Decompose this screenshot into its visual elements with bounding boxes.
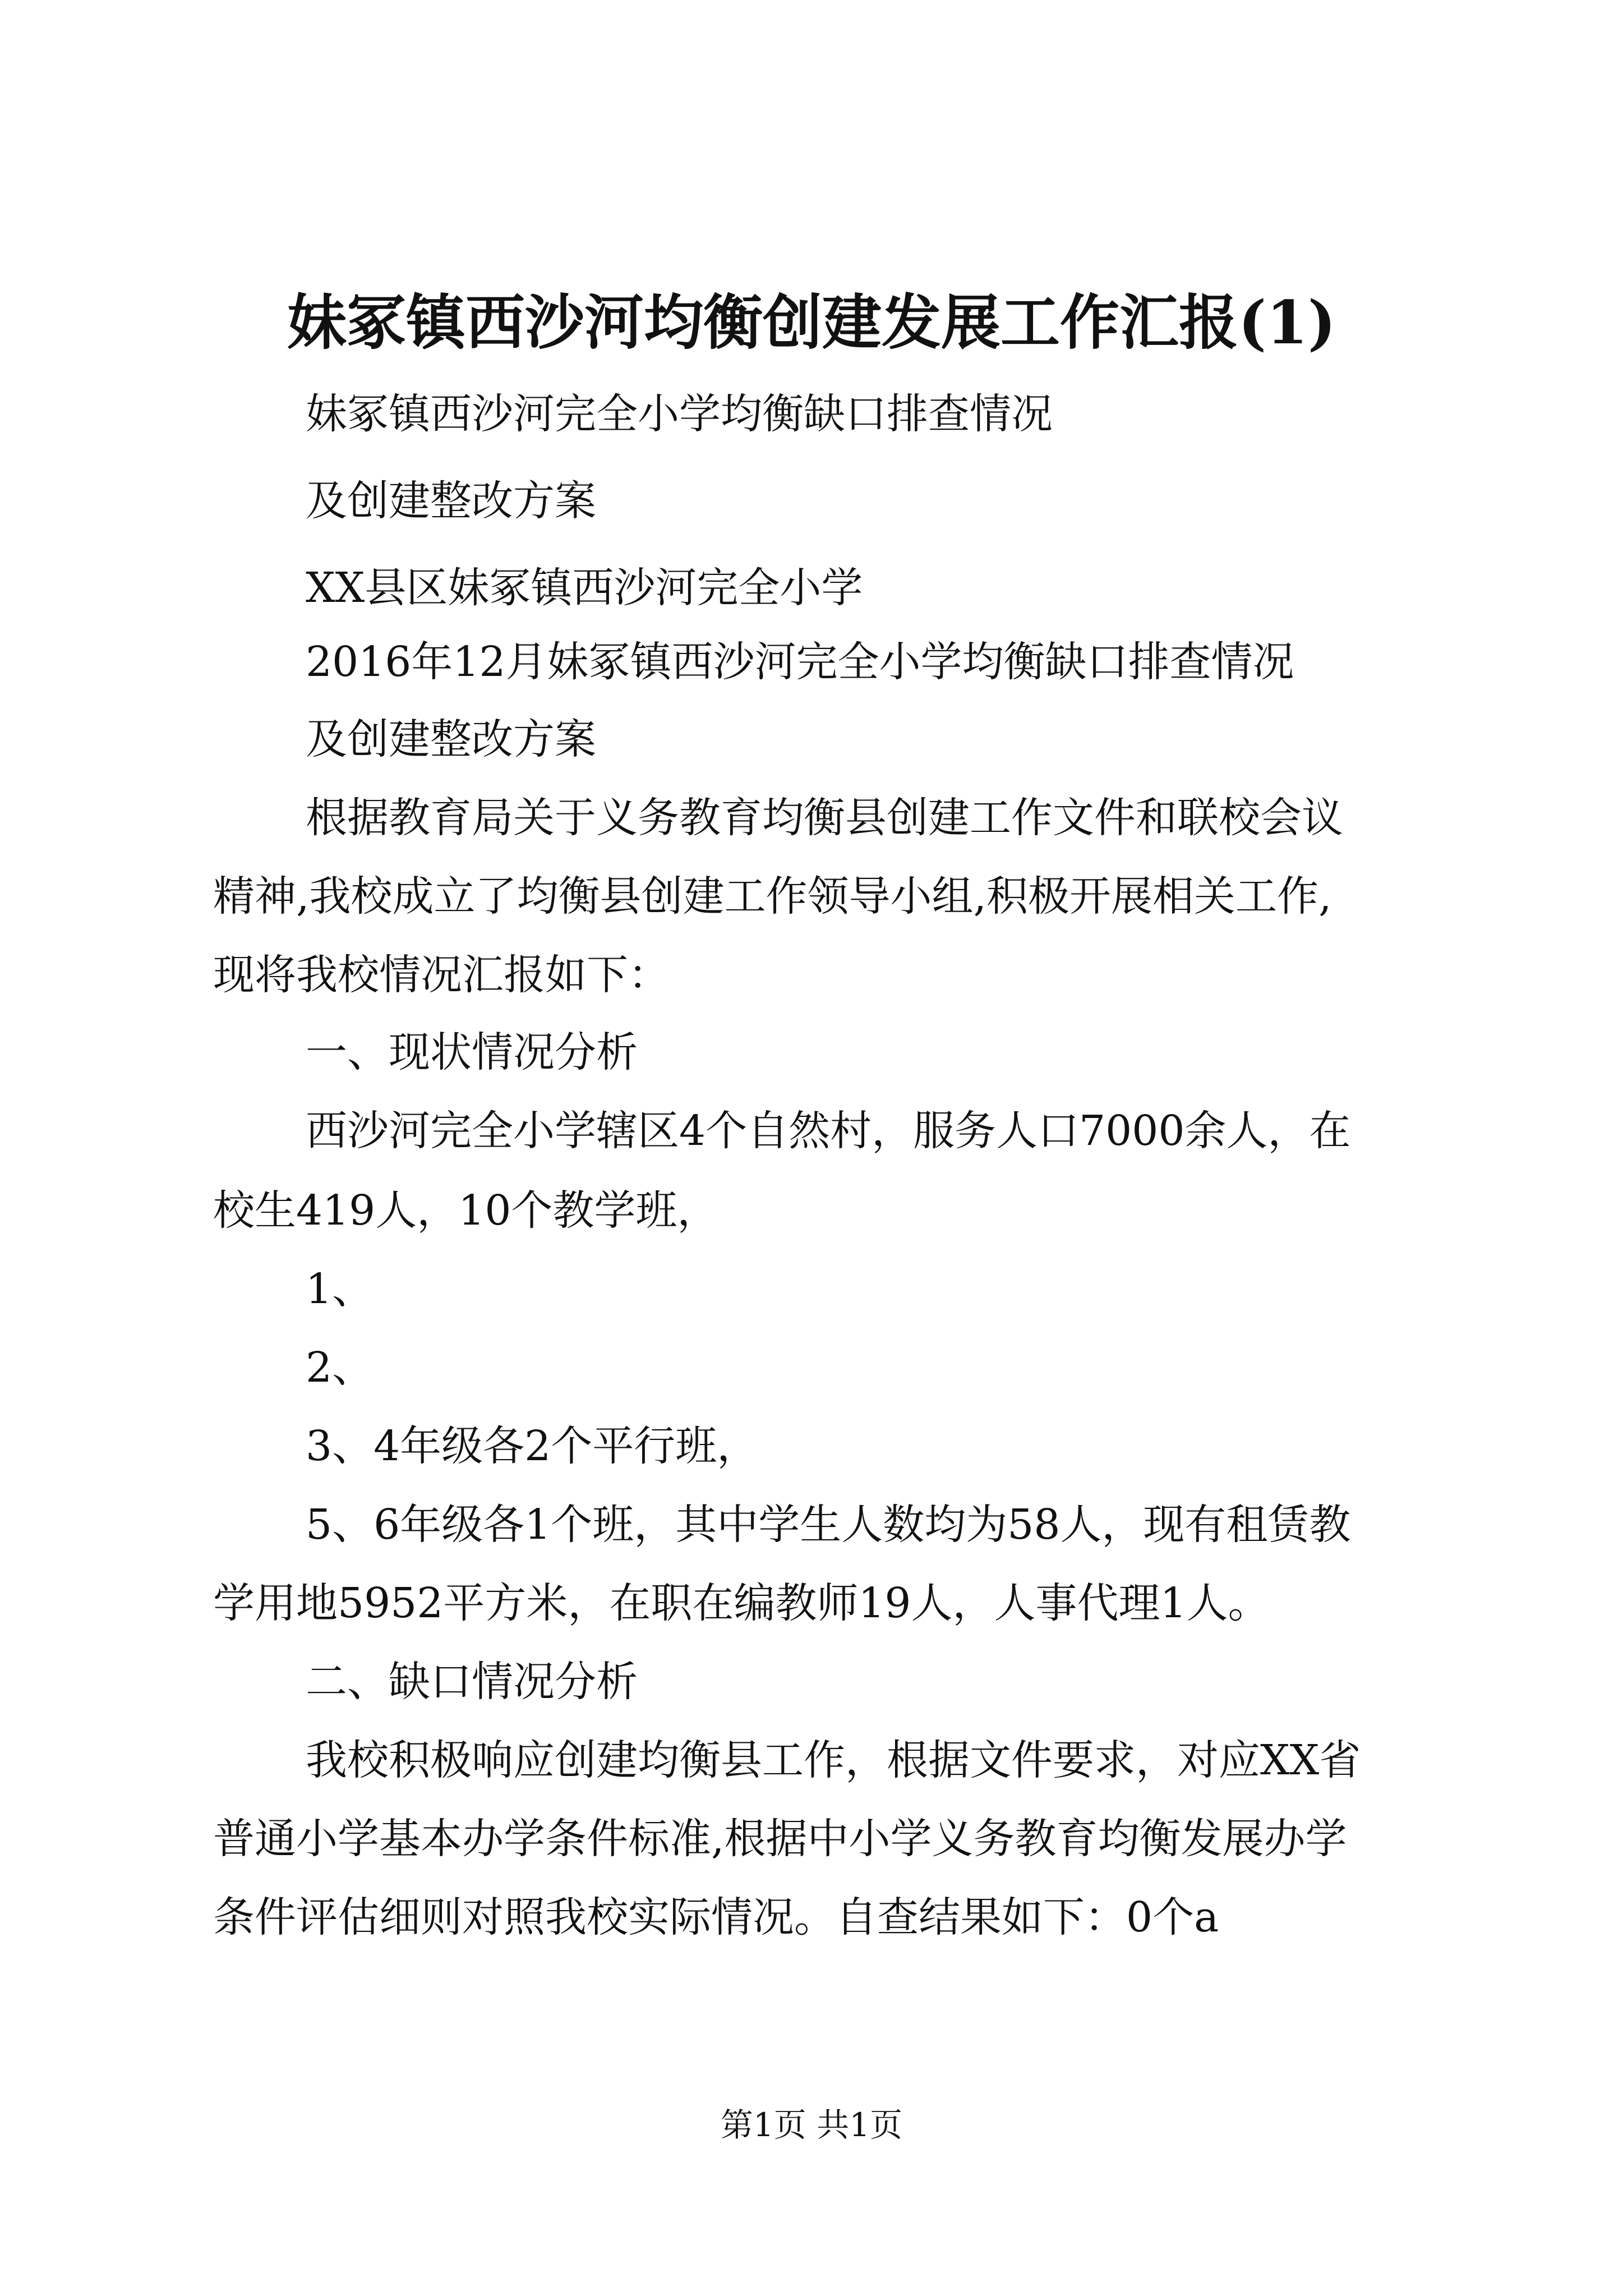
paragraph-line: 精神,我校成立了均衡县创建工作领导小组,积极开展相关工作, — [213, 872, 1332, 921]
paragraph-line: 条件评估细则对照我校实际情况。自查结果如下：0个a — [213, 1893, 1219, 1941]
text-line: XX县区妹冢镇西沙河完全小学 — [306, 564, 863, 612]
text-line: 2016年12月妹冢镇西沙河完全小学均衡缺口排查情况 — [306, 638, 1294, 686]
text-line: 及创建整改方案 — [306, 477, 596, 525]
section-heading: 二、缺口情况分析 — [306, 1658, 638, 1706]
list-item: 1、 — [306, 1265, 374, 1313]
document-title: 妹冢镇西沙河均衡创建发展工作汇报(1) — [287, 287, 1336, 357]
section-heading: 一、现状情况分析 — [306, 1028, 638, 1076]
paragraph-line: 西沙河完全小学辖区4个自然村，服务人口7000余人，在 — [306, 1107, 1351, 1155]
list-item: 5、6年级各1个班，其中学生人数均为58人，现有租赁教 — [306, 1501, 1351, 1549]
paragraph-line: 我校积极响应创建均衡县工作，根据文件要求，对应XX省 — [306, 1736, 1361, 1784]
paragraph-line: 现将我校情况汇报如下： — [213, 951, 670, 999]
list-item: 2、 — [306, 1343, 374, 1392]
text-line: 及创建整改方案 — [306, 715, 596, 763]
paragraph-line: 普通小学基本办学条件标准,根据中小学义务教育均衡发展办学 — [213, 1815, 1347, 1863]
list-item: 3、4年级各2个平行班， — [306, 1422, 759, 1470]
paragraph-line: 校生419人，10个教学班， — [213, 1186, 719, 1235]
paragraph-line: 根据教育局关于义务教育均衡县创建工作文件和联校会议 — [306, 794, 1343, 842]
paragraph-line: 学用地5952平方米，在职在编教师19人，人事代理1人。 — [213, 1579, 1270, 1627]
text-line: 妹冢镇西沙河完全小学均衡缺口排查情况 — [306, 390, 1053, 438]
page-footer: 第1页 共1页 — [720, 2106, 903, 2144]
